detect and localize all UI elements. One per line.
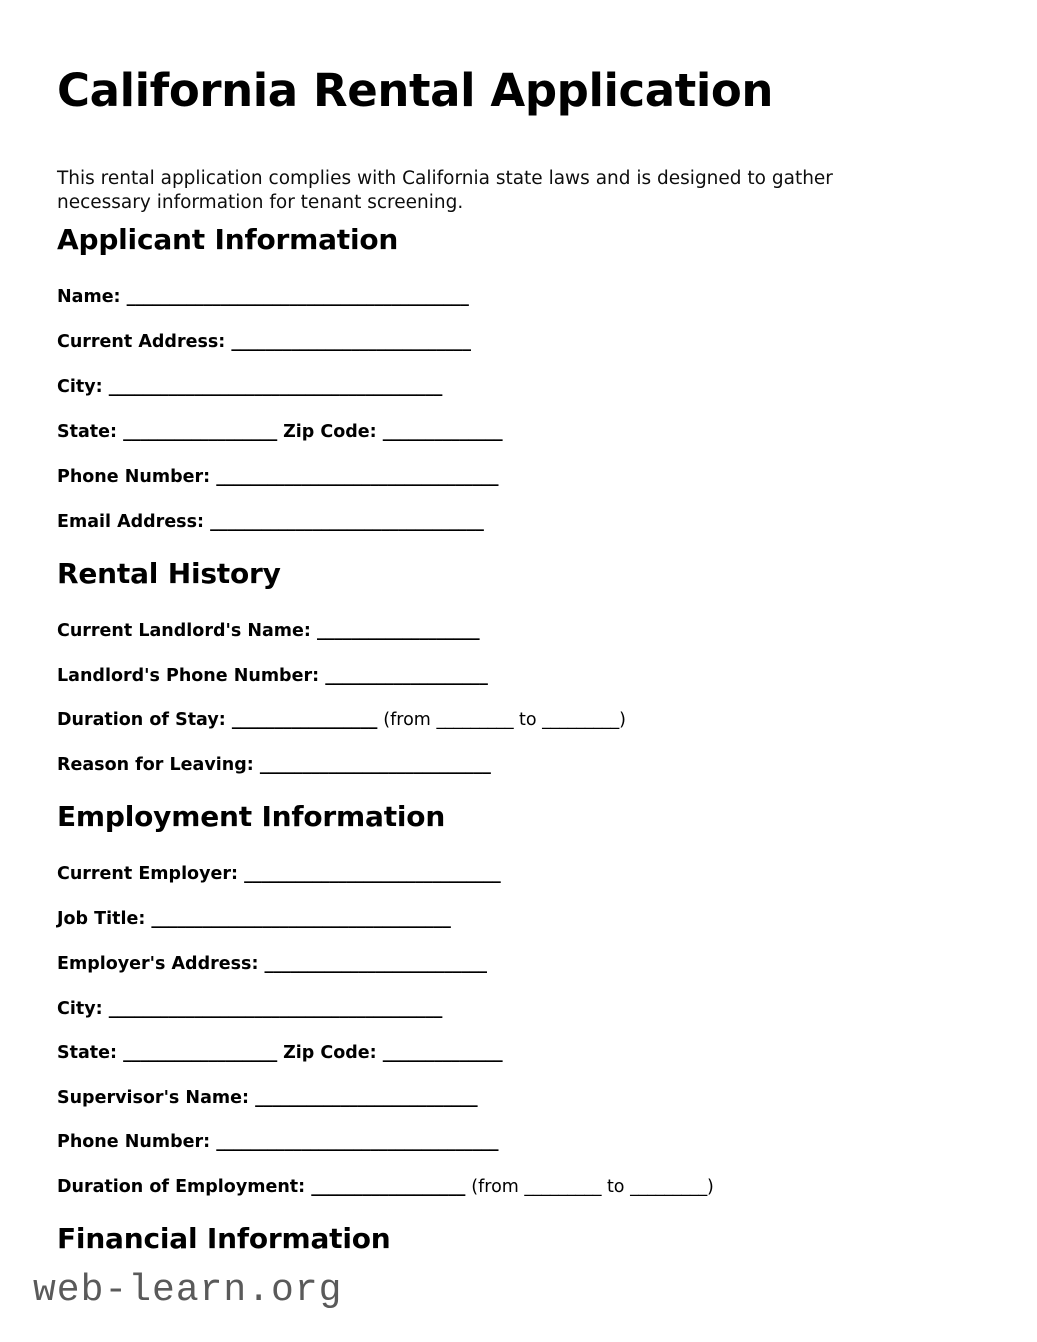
field-label-current-landlords-name: Current Landlord's Name: xyxy=(57,621,311,641)
field-label-job-title: Job Title: xyxy=(57,909,146,929)
field-row-duration-of-stay xyxy=(57,712,626,730)
field-blank-duration-of-stay[interactable]: _________________ xyxy=(231,710,378,730)
field-row-current-employer xyxy=(57,866,501,884)
intro-paragraph: This rental application complies with California state laws and is designed to gather necessary information for tenant screening. xyxy=(57,167,833,214)
field-label-reason-for-leaving: Reason for Leaving: xyxy=(57,755,254,775)
duration-of-employment-close-paren: ) xyxy=(707,1177,714,1197)
field-row-landlords-phone-number xyxy=(57,668,488,686)
duration-of-stay-range-note xyxy=(383,710,626,730)
field-blank-email-address[interactable]: ________________________________ xyxy=(210,512,484,532)
field-blank-zip-code[interactable]: ______________ xyxy=(382,422,503,442)
field-label-current-address: Current Address: xyxy=(57,332,226,352)
field-label-phone-number: Phone Number: xyxy=(57,467,211,487)
field-label-employer-city: City: xyxy=(57,999,103,1019)
field-row-supervisors-name xyxy=(57,1090,477,1108)
field-blank-current-address[interactable]: ____________________________ xyxy=(231,332,471,352)
field-label-employer-phone-number: Phone Number: xyxy=(57,1132,211,1152)
duration-of-employment-range-note xyxy=(471,1177,714,1197)
field-row-job-title xyxy=(57,911,451,929)
field-blank-current-landlords-name[interactable]: ___________________ xyxy=(317,621,480,641)
field-row-employers-address xyxy=(57,956,487,974)
field-blank-landlords-phone-number[interactable]: ___________________ xyxy=(325,666,488,686)
field-blank-duration-of-stay-from[interactable]: _________ xyxy=(436,710,514,730)
field-label-duration-of-stay: Duration of Stay: xyxy=(57,710,226,730)
field-blank-employer-city[interactable]: _______________________________________ xyxy=(108,999,443,1019)
duration-of-stay-from-text: (from xyxy=(383,710,431,730)
field-row-employer-city xyxy=(57,1001,442,1019)
field-label-employers-address: Employer's Address: xyxy=(57,954,259,974)
field-label-employer-zip-code: Zip Code: xyxy=(283,1043,377,1063)
field-row-state-zip xyxy=(57,424,502,442)
field-blank-state[interactable]: __________________ xyxy=(123,422,278,442)
duration-of-employment-to-text: to xyxy=(606,1177,625,1197)
field-label-name: Name: xyxy=(57,287,121,307)
field-label-state: State: xyxy=(57,422,118,442)
field-label-employer-state: State: xyxy=(57,1043,118,1063)
field-blank-employer-zip-code[interactable]: ______________ xyxy=(382,1043,503,1063)
field-row-duration-of-employment xyxy=(57,1179,714,1197)
section-heading-employment-information: Employment Information xyxy=(57,800,446,833)
field-blank-reason-for-leaving[interactable]: ___________________________ xyxy=(259,755,491,775)
field-label-landlords-phone-number: Landlord's Phone Number: xyxy=(57,666,320,686)
field-label-duration-of-employment: Duration of Employment: xyxy=(57,1177,306,1197)
section-heading-rental-history: Rental History xyxy=(57,557,281,590)
field-blank-duration-of-employment-to[interactable]: _________ xyxy=(630,1177,708,1197)
field-row-email-address xyxy=(57,514,484,532)
field-blank-supervisors-name[interactable]: __________________________ xyxy=(255,1088,478,1108)
field-blank-city[interactable]: _______________________________________ xyxy=(108,377,443,397)
field-blank-name[interactable]: ________________________________________ xyxy=(126,287,469,307)
field-label-supervisors-name: Supervisor's Name: xyxy=(57,1088,249,1108)
field-label-email-address: Email Address: xyxy=(57,512,205,532)
field-row-current-address xyxy=(57,334,471,352)
field-blank-employers-address[interactable]: __________________________ xyxy=(264,954,487,974)
field-row-name xyxy=(57,289,469,307)
field-blank-duration-of-employment-from[interactable]: _________ xyxy=(524,1177,602,1197)
page-title: California Rental Application xyxy=(57,64,774,117)
section-heading-applicant-information: Applicant Information xyxy=(57,223,399,256)
duration-of-stay-to-text: to xyxy=(518,710,537,730)
field-row-city xyxy=(57,379,442,397)
section-heading-financial-information: Financial Information xyxy=(57,1222,391,1255)
field-blank-duration-of-stay-to[interactable]: _________ xyxy=(542,710,620,730)
field-row-current-landlords-name xyxy=(57,623,479,641)
field-blank-job-title[interactable]: ___________________________________ xyxy=(151,909,451,929)
duration-of-stay-close-paren: ) xyxy=(619,710,626,730)
field-blank-phone-number[interactable]: _________________________________ xyxy=(216,467,499,487)
field-row-phone-number xyxy=(57,469,498,487)
field-label-current-employer: Current Employer: xyxy=(57,864,238,884)
field-label-zip-code: Zip Code: xyxy=(283,422,377,442)
field-blank-duration-of-employment[interactable]: __________________ xyxy=(311,1177,466,1197)
field-blank-employer-phone-number[interactable]: _________________________________ xyxy=(216,1132,499,1152)
field-label-city: City: xyxy=(57,377,103,397)
site-watermark: web-learn.org xyxy=(33,1269,343,1312)
field-row-employer-phone-number xyxy=(57,1134,498,1152)
duration-of-employment-from-text: (from xyxy=(471,1177,519,1197)
field-blank-employer-state[interactable]: __________________ xyxy=(123,1043,278,1063)
field-row-employer-state-zip xyxy=(57,1045,502,1063)
field-blank-current-employer[interactable]: ______________________________ xyxy=(244,864,501,884)
field-row-reason-for-leaving xyxy=(57,757,491,775)
